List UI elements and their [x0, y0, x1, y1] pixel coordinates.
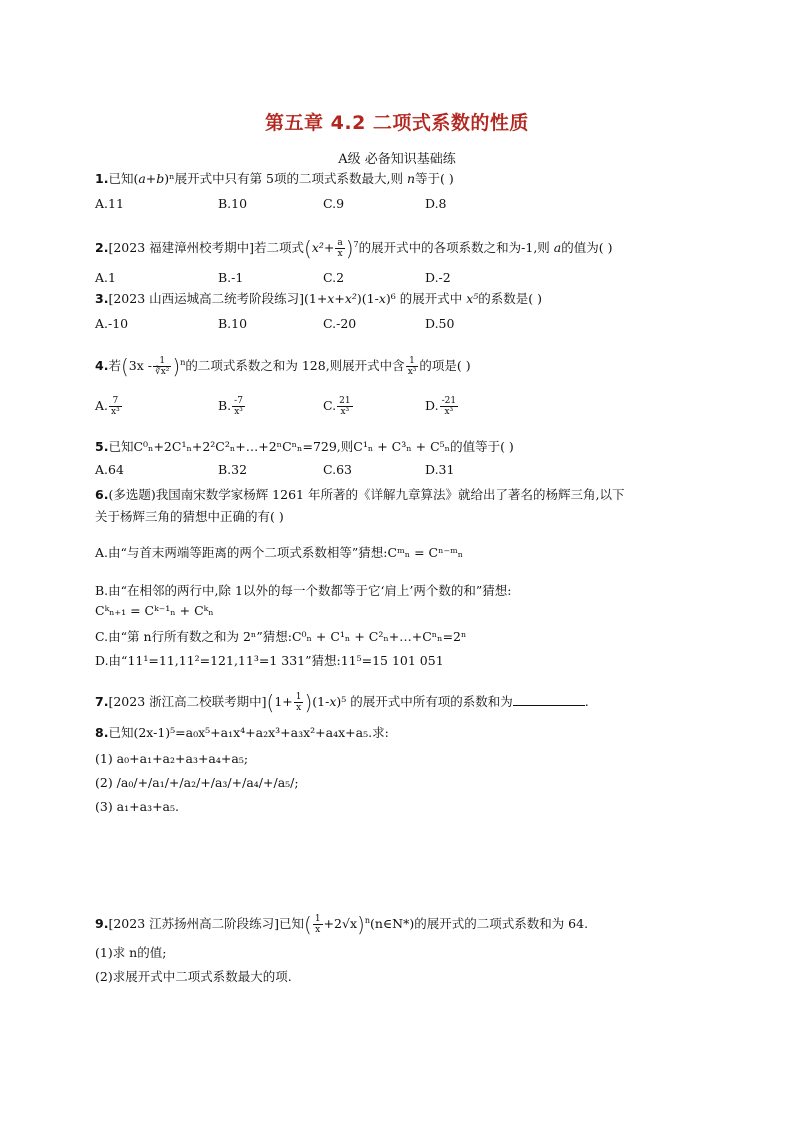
question-4-option-b[interactable]: B. $\frac{-7}{\text{x³}}$ — [218, 396, 243, 417]
question-2-option-a[interactable]: A.1 — [95, 270, 116, 285]
question-8-part-1: (1) a₀+a₁+a₂+a₃+a₄+a₅; — [95, 751, 249, 766]
question-2-option-c[interactable]: C.2 — [323, 270, 345, 285]
question-8-stem: 8.已知(2x-1)⁵=a₀x⁵+a₁x⁴+a₂x³+a₃x²+a₄x+a₅.求: — [95, 725, 389, 740]
page-title: 第五章 4.2 二项式系数的性质 — [265, 112, 529, 134]
question-4-option-d[interactable]: D. $\frac{-21}{\text{x³}}$ — [425, 396, 457, 417]
question-8-part-2: (2) /a₀/+/a₁/+/a₂/+/a₃/+/a₄/+/a₅/; — [95, 775, 299, 790]
question-5-option-a[interactable]: A.64 — [95, 462, 124, 477]
question-4-option-a[interactable]: A. $\frac{7}{\text{x³}}$ — [95, 396, 120, 417]
question-9-part-2: (2)求展开式中二项式系数最大的项. — [95, 969, 292, 984]
question-6-option-d[interactable]: D.由“11¹=11,11²=121,11³=1 331”猜想:11⁵=15 101 051 — [95, 653, 444, 668]
question-2-option-b[interactable]: B.-1 — [218, 270, 244, 285]
question-1-option-d[interactable]: D.8 — [425, 196, 447, 211]
question-3-option-a[interactable]: A.-10 — [95, 316, 129, 331]
question-6-option-a[interactable]: A.由“与首末两端等距离的两个二项式系数相等”猜想:Cᵐₙ = Cⁿ⁻ᵐₙ — [95, 545, 464, 560]
question-6-stem-line-1: 6.(多选题)我国南宋数学家杨辉 1261 年所著的《详解九章算法》就给出了著名的杨辉三角,以下 — [95, 487, 625, 502]
question-3-option-b[interactable]: B.10 — [218, 316, 248, 331]
question-2-option-d[interactable]: D.-2 — [425, 270, 451, 285]
question-1-option-a[interactable]: A.11 — [95, 196, 124, 211]
section-subtitle: A级 必备知识基础练 — [338, 152, 456, 167]
question-1-option-c[interactable]: C.9 — [323, 196, 345, 211]
question-5-option-b[interactable]: B.32 — [218, 462, 248, 477]
question-6-option-c[interactable]: C.由“第 n行所有数之和为 2ⁿ”猜想:C⁰ₙ + C¹ₙ + C²ₙ+…+Cⁿₙ=2ⁿ — [95, 629, 467, 644]
question-6-option-b-formula: Cᵏₙ₊₁ = Cᵏ⁻¹ₙ + Cᵏₙ — [95, 603, 214, 618]
question-4-stem: 4.若(3x - $\frac{1}{\text{∛x²}}$ )$^n$的二项式系数之和为 128,则展开式中含 $\frac{1}{\text{x³}}$ 的项是( ) — [95, 354, 471, 379]
question-9-stem: 9.[2023 江苏扬州高二阶段练习]已知( $\frac{1}{x}$ +2√x)$^n$(n∈N*)的展开式的二项式系数和为 64. — [95, 912, 589, 937]
question-6-option-b[interactable]: B.由“在相邻的两行中,除 1以外的每一个数都等于它‘肩上’两个数的和”猜想: — [95, 583, 512, 598]
question-8-part-3: (3) a₁+a₃+a₅. — [95, 799, 179, 814]
question-5-stem: 5.已知C⁰ₙ+2C¹ₙ+2²C²ₙ+…+2ⁿCⁿₙ=729,则C¹ₙ + C³ₙ + C⁵ₙ的值等于( ) — [95, 439, 514, 454]
question-4-option-c[interactable]: C. $\frac{21}{\text{x³}}$ — [323, 396, 351, 417]
question-1-option-b[interactable]: B.10 — [218, 196, 248, 211]
question-6-stem-line-2: 关于杨辉三角的猜想中正确的有( ) — [95, 509, 284, 524]
question-3-option-d[interactable]: D.50 — [425, 316, 455, 331]
question-5-option-c[interactable]: C.63 — [323, 462, 352, 477]
question-9-part-1: (1)求 n的值; — [95, 945, 167, 960]
question-5-option-d[interactable]: D.31 — [425, 462, 455, 477]
question-3-stem: 3.[2023 山西运城高二统考阶段练习](1+x+x²)(1-x)⁶ 的展开式中 x⁵的系数是( ) — [95, 291, 543, 306]
question-1-stem: 1.已知(a+b)ⁿ展开式中只有第 5项的二项式系数最大,则 n等于( ) — [95, 171, 454, 186]
question-7-stem: 7.[2023 浙江高二校联考期中](1+ $\frac{1}{x}$ )(1-x)⁵ 的展开式中所有项的系数和为 . — [95, 690, 589, 715]
question-3-option-c[interactable]: C.-20 — [323, 316, 357, 331]
answer-blank[interactable] — [513, 693, 585, 706]
question-2-stem: 2.[2023 福建漳州校考期中]若二项式(x²+ $\frac{a}{x}$ )$^7$的展开式中的各项系数之和为-1,则 a的值为( ) — [95, 236, 613, 261]
